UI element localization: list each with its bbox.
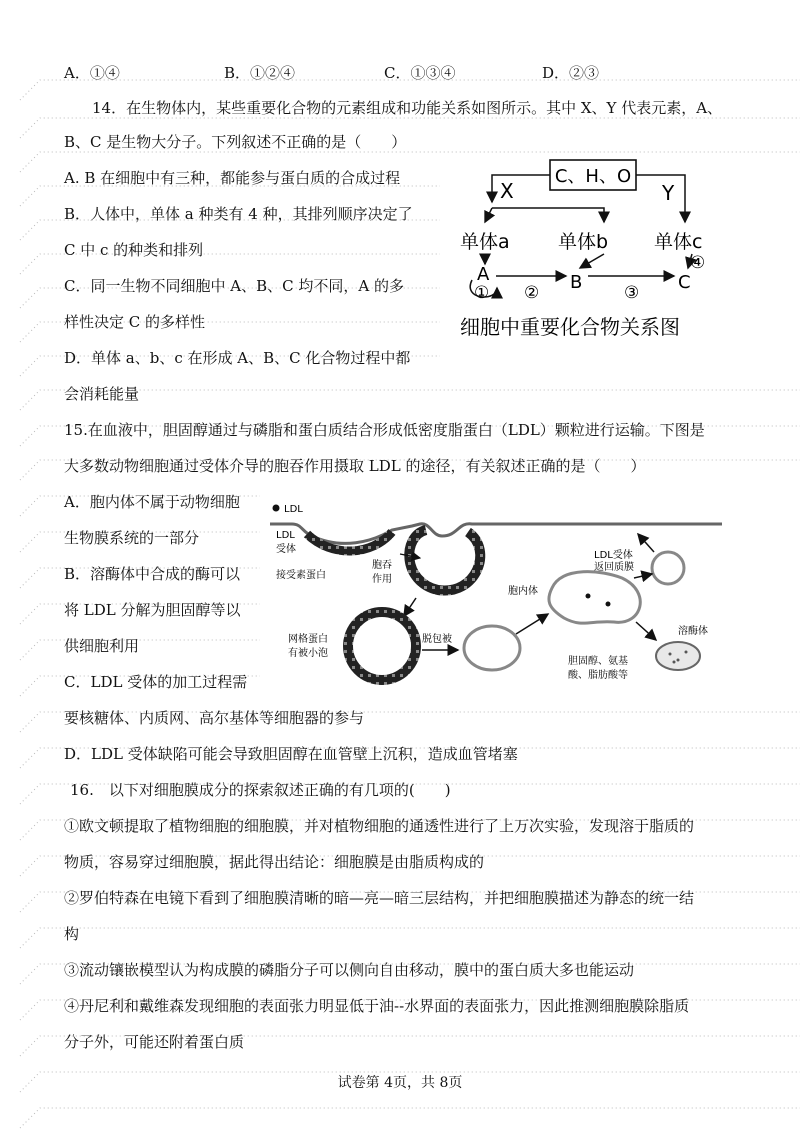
endocytosis-label-2: 作用 bbox=[372, 574, 392, 585]
q14-stem-line1: 14．在生物体内，某些重要化合物的元素组成和功能关系如图所示。其中 X、Y 代表元素，A、 bbox=[92, 99, 723, 117]
q16-item2-line2: 构 bbox=[64, 925, 80, 943]
q15-option-a-line1: A．胞内体不属于动物细胞 bbox=[64, 493, 240, 511]
step-2-label: ② bbox=[524, 283, 540, 303]
top-element-label: C、H、O bbox=[554, 166, 632, 187]
receptor-return-label-2: 返回质膜 bbox=[594, 562, 634, 573]
node-a-label: A bbox=[477, 264, 490, 285]
q13-option-c: C．①③④ bbox=[384, 64, 456, 82]
diagram-caption: 细胞中重要化合物关系图 bbox=[460, 315, 680, 339]
step-4-label: ④ bbox=[690, 253, 706, 273]
q15-option-d: D．LDL 受体缺陷可能会导致胆固醇在血管壁上沉积，造成血管堵塞 bbox=[64, 745, 518, 763]
q16-item1-line1: ①欧文顿提取了植物细胞的细胞膜，并对植物细胞的通透性进行了上万次实验，发现溶于脂质的 bbox=[64, 817, 695, 835]
products-label-2: 酸、脂肪酸等 bbox=[568, 670, 628, 681]
q16-item2-line1: ②罗伯特森在电镜下看到了细胞膜清晰的暗—亮—暗三层结构，并把细胞膜描述为静态的统一结 bbox=[64, 889, 695, 907]
q15-option-c-line1: C．LDL 受体的加工过程需 bbox=[64, 673, 248, 691]
q15-stem-line2: 大多数动物细胞通过受体介导的胞吞作用摄取 LDL 的途径，有关叙述正确的是（ ） bbox=[64, 457, 646, 475]
endocytosis-label-1: 胞吞 bbox=[372, 560, 392, 571]
ldl-particle-icon bbox=[273, 505, 280, 512]
q15-ldl-pathway-diagram bbox=[262, 496, 728, 706]
adaptor-protein-label: 接受素蛋白 bbox=[276, 570, 326, 581]
endosome-label: 胞内体 bbox=[508, 586, 538, 597]
lysosome bbox=[656, 642, 700, 670]
q14-option-c-line2: 样性决定 C 的多样性 bbox=[64, 313, 206, 331]
q14-compound-diagram bbox=[452, 150, 742, 346]
q14-option-b-line2: C 中 c 的种类和排列 bbox=[64, 241, 204, 259]
q14-stem-line2: B、C 是生物大分子。下列叙述不正确的是（ ） bbox=[64, 133, 407, 151]
x-element-label: X bbox=[500, 179, 514, 203]
node-c-label: C bbox=[678, 272, 691, 293]
step-1-label: ① bbox=[474, 283, 490, 303]
q16-stem: 16. 以下对细胞膜成分的探索叙述正确的有几项的( ) bbox=[70, 781, 451, 799]
products-label-1: 胆固醇、氨基 bbox=[568, 656, 628, 667]
q15-stem-line1: 15.在血液中，胆固醇通过与磷脂和蛋白质结合形成低密度脂蛋白（LDL）颗粒进行运输。下图是 bbox=[64, 421, 705, 439]
y-element-label: Y bbox=[662, 181, 675, 205]
q13-option-b: B．①②④ bbox=[224, 64, 296, 82]
node-b-label: B bbox=[570, 272, 583, 293]
clathrin-coated-vesicle bbox=[348, 612, 416, 680]
monomer-c-label: 单体c bbox=[654, 231, 703, 253]
q16-item4-line2: 分子外，可能还附着蛋白质 bbox=[64, 1033, 245, 1051]
invaginating-pit bbox=[409, 530, 480, 591]
q14-option-d-line2: 会消耗能量 bbox=[64, 385, 140, 403]
recycling-vesicle bbox=[652, 552, 684, 584]
q14-option-d-line1: D．单体 a、b、c 在形成 A、B、C 化合物过程中都 bbox=[64, 349, 411, 367]
ldl-receptor-label-1: LDL bbox=[276, 530, 295, 541]
q16-item1-line2: 物质，容易穿过细胞膜，据此得出结论：细胞膜是由脂质构成的 bbox=[64, 853, 485, 871]
q16-item3: ③流动镶嵌模型认为构成膜的磷脂分子可以侧向自由移动，膜中的蛋白质大多也能运动 bbox=[64, 961, 635, 979]
q16-item4-line1: ④丹尼利和戴维森发现细胞的表面张力明显低于油--水界面的表面张力，因此推测细胞膜除脂质 bbox=[64, 997, 690, 1015]
q14-option-a: A. B 在细胞中有三种，都能参与蛋白质的合成过程 bbox=[64, 169, 401, 187]
page-footer: 试卷第 4页，共 8页 bbox=[337, 1075, 463, 1091]
q14-option-c-line1: C．同一生物不同细胞中 A、B、C 均不同，A 的多 bbox=[64, 277, 404, 295]
lysosome-label: 溶酶体 bbox=[678, 626, 708, 637]
uncoated-vesicle bbox=[464, 626, 520, 670]
endosome bbox=[549, 572, 640, 624]
monomer-a-label: 单体a bbox=[460, 231, 510, 253]
coated-vesicle-label-1: 网格蛋白 bbox=[288, 634, 328, 645]
q14-option-b-line1: B．人体中，单体 a 种类有 4 种，其排列顺序决定了 bbox=[64, 205, 413, 223]
receptor-return-label-1: LDL受体 bbox=[594, 550, 633, 561]
step-3-label: ③ bbox=[624, 283, 640, 303]
uncoating-label: 脱包被 bbox=[422, 634, 452, 645]
monomer-b-label: 单体b bbox=[558, 231, 609, 253]
ldl-receptor-label-2: 受体 bbox=[276, 544, 296, 555]
q15-option-b-line2: 将 LDL 分解为胆固醇等以 bbox=[64, 601, 241, 619]
q13-option-a: A．①④ bbox=[64, 64, 120, 82]
q15-option-c-line2: 要核糖体、内质网、高尔基体等细胞器的参与 bbox=[64, 709, 365, 727]
q15-option-b-line1: B．溶酶体中合成的酶可以 bbox=[64, 565, 241, 583]
q13-option-d: D．②③ bbox=[542, 64, 600, 82]
q15-option-b-line3: 供细胞利用 bbox=[64, 637, 140, 655]
plasma-membrane bbox=[270, 524, 722, 544]
ldl-label: LDL bbox=[284, 504, 303, 515]
q15-option-a-line2: 生物膜系统的一部分 bbox=[64, 529, 200, 547]
coated-vesicle-label-2: 有被小泡 bbox=[288, 648, 328, 659]
